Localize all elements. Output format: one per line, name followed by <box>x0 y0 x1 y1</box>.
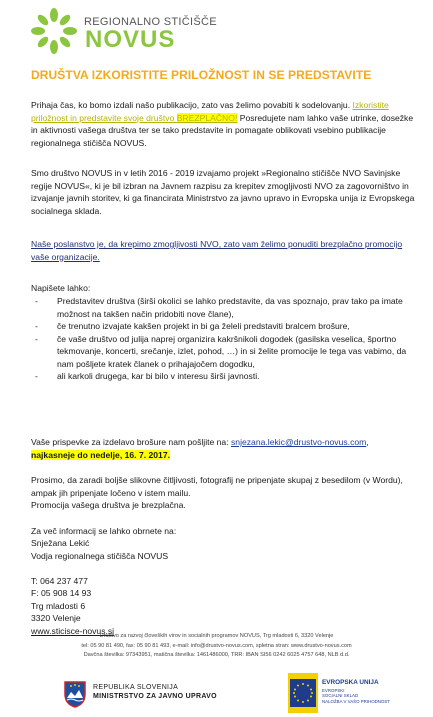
free-promo-paragraph: Promocija vašega društva je brezplačna. <box>31 500 186 510</box>
list-item: - Predstavitev društva (širši okolici se lahko predstavite, da vas spoznajo, prav tako pa imate možnost na takšen način pridobiti nove člane), <box>31 295 419 320</box>
eu-flag-icon <box>288 673 318 713</box>
contact-role: Vodja regionalnega stičišča NOVUS <box>31 550 169 561</box>
list-item: - ali karkoli drugega, kar bi bilo v interesu širši javnosti. <box>31 370 419 383</box>
logo-name: NOVUS <box>85 26 176 53</box>
comma: , <box>366 437 369 447</box>
project-paragraph: Smo društvo NOVUS in v letih 2016 - 2019 izvajamo projekt »Regionalno stičišče NVO Savinjske regije NOVUS«, ki je bil izbran na Javnem razpisu za krepitev zmogljivosti NVO za zagovorništvo in izvajanje javnih storitev, ki ga financirata Ministrstvo za javno upravo in Evropska unija iz Evropskega socialnega sklada. <box>31 168 415 216</box>
list-intro: Napišete lahko: <box>31 283 91 293</box>
eu-logo <box>288 673 428 717</box>
submission-text: Vaše prispevke za izdelavo brošure nam pošljite na: <box>31 437 231 447</box>
list-item: - če trenutno izvajate kakšen projekt in bi ga želeli predstaviti bralcem brošure, <box>31 320 419 333</box>
submission-paragraph <box>31 436 419 461</box>
novus-logo <box>31 8 271 54</box>
eu-line-3: SOCIALNI SKLAD <box>322 693 359 699</box>
footer-line-contact: tel: 05 90 81 490, fax: 05 90 81 493, e-mail: info@drustvo-novus.com, spletna stran: www.drustvo-novus.com <box>81 642 352 649</box>
sunburst-logo-icon <box>31 8 77 54</box>
free-highlight: BREZPLAČNO! <box>176 112 238 123</box>
contact-phone: T: 064 237 477 <box>31 575 88 586</box>
gov-line-1: REPUBLIKA SLOVENIJA <box>93 684 179 691</box>
deadline-highlight: najkasneje do nedelje, 16. 7. 2017. <box>31 449 171 460</box>
eu-line-2: EVROPSKI <box>322 688 345 693</box>
intro-paragraph <box>31 99 419 149</box>
contact-city: 3320 Velenje <box>31 613 81 623</box>
ministry-logo <box>63 680 233 710</box>
email-link[interactable]: snjezana.lekic@drustvo-novus.com <box>231 437 367 447</box>
contact-block <box>31 512 419 637</box>
slovenia-crest-icon <box>63 680 87 708</box>
list-item: - če vaše društvo od julija naprej organizira kakršnikoli dogodek (gasilska veselica, športno tekmovanje, koncerti, srečanje, izlet, pohod, …) in si želite promocije le tega vas vabimo, da nam pošljete kratek članek o prihajajočem dogodku, <box>31 333 419 371</box>
page-title: DRUŠTVA IZKORISTITE PRILOŽNOST IN SE PREDSTAVITE <box>31 68 372 82</box>
mission-paragraph: Naše poslanstvo je, da krepimo zmogljivosti NVO, zato vam želimo ponuditi brezplačno promocijo vaše organizacije. <box>31 239 403 262</box>
footer-line-address: Društvo za razvoj človeških virov in socialnih programov NOVUS, Trg mladosti 6, 3320 Velenje <box>99 633 334 639</box>
eu-fund-text <box>322 688 390 704</box>
contact-name: Snježana Lekić <box>31 538 90 548</box>
eu-line-4: NALOŽBA V VAŠO PRIHODNOST <box>322 698 390 704</box>
photo-note-paragraph: Prosimo, da zaradi boljše slikovne čitljivosti, fotografij ne pripenjate skupaj z besedilom (v Wordu), ampak jih pripenjate ločeno v istem mailu. <box>31 475 403 498</box>
topic-list <box>31 295 419 383</box>
website-link[interactable]: www.sticisce-novus.si <box>31 625 115 636</box>
contact-street: Trg mladosti 6 <box>31 600 86 611</box>
intro-text-rest: Posredujete nam lahko vaše utrinke, dosežke in aktivnosti vašega društva ter se tako predstavite in pomagate oblikovati vsebino publikacije regionalnega stičišča NOVUS. <box>31 112 414 148</box>
contact-fax: F: 05 908 14 93 <box>31 588 92 598</box>
gov-line-2: MINISTRSTVO ZA JAVNO UPRAVO <box>93 693 217 700</box>
footer <box>0 632 433 661</box>
intro-text: Prihaja čas, ko bomo izdali našo publikacijo, zato vas želimo povabiti k sodelovanju. <box>31 100 353 110</box>
intro-highlight-text: Izkoristite priložnost in predstavite svoje društvo <box>31 100 389 123</box>
logo-tagline: REGIONALNO STIČIŠČE <box>84 16 217 28</box>
eu-line-1: EVROPSKA UNIJA <box>322 679 379 686</box>
footer-line-registry: Davčna številka: 97343951, matična številka: 1461486000, TRR: IBAN SI56 0242 6025 4757 648, NLB d.d. <box>83 652 350 658</box>
contact-intro: Za več informacij se lahko obrnete na: <box>31 525 177 536</box>
